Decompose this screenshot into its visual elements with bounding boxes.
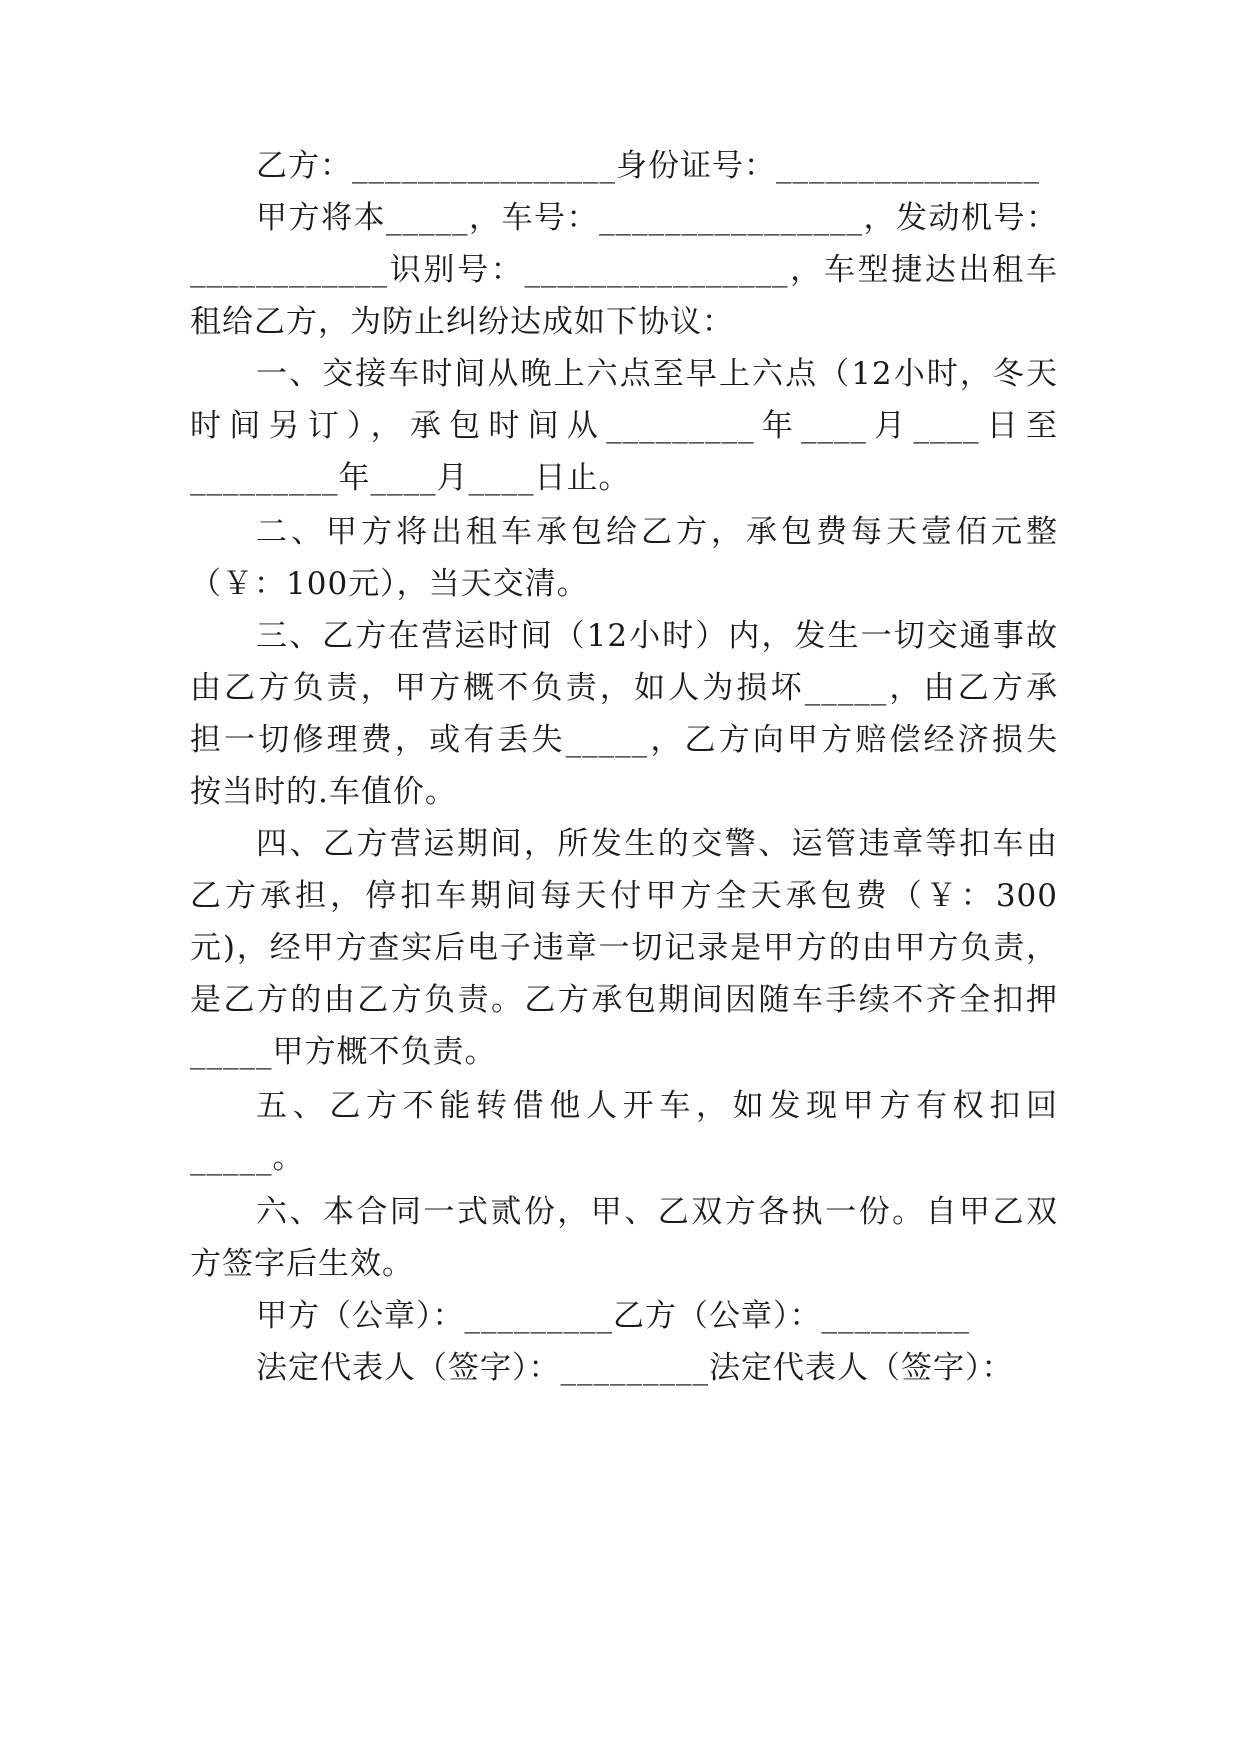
clause-4-line: 元)，经甲方查实后电子违章一切记录是甲方的由甲方负责， bbox=[190, 930, 1058, 966]
clause-4-line: 是乙方的由乙方负责。乙方承包期间因随车手续不齐全扣押 bbox=[190, 982, 1058, 1018]
clause-4-line: _____甲方概不负责。 bbox=[190, 1034, 497, 1070]
clause-4-line: 乙方承担，停扣车期间每天付甲方全天承包费（￥：300 bbox=[190, 878, 1058, 914]
seal-line: 甲方（公章）：_________乙方（公章）：_________ bbox=[256, 1298, 970, 1334]
clause-6-line: 六、本合同一式贰份，甲、乙双方各执一份。自甲乙双 bbox=[256, 1194, 1058, 1230]
clause-5-line: _____。 bbox=[190, 1140, 305, 1176]
clause-3-line: 担一切修理费，或有丢失_____，乙方向甲方赔偿经济损失 bbox=[190, 722, 1058, 758]
clause-2-line: （￥：100元），当天交清。 bbox=[190, 566, 589, 602]
clause-3-line: 由乙方负责，甲方概不负责，如人为损坏_____，由乙方承 bbox=[190, 670, 1058, 706]
intro-line: 租给乙方，为防止纠纷达成如下协议： bbox=[190, 304, 734, 340]
vehicle-info-line: ____________识别号：________________，车型捷达出租车 bbox=[190, 252, 1058, 288]
clause-1-line: 时间另订），承包时间从_________年____月____日至 bbox=[190, 408, 1058, 444]
clause-3-line: 三、乙方在营运时间（12小时）内，发生一切交通事故 bbox=[256, 618, 1058, 654]
party-b-line: 乙方：________________身份证号：________________ bbox=[256, 148, 1040, 184]
clause-2-line: 二、甲方将出租车承包给乙方，承包费每天壹佰元整 bbox=[256, 514, 1058, 550]
clause-3-line: 按当时的.车值价。 bbox=[190, 774, 457, 810]
vehicle-info-line: 甲方将本_____，车号：________________，发动机号： bbox=[256, 200, 1058, 236]
clause-5-line: 五、乙方不能转借他人开车，如发现甲方有权扣回 bbox=[256, 1088, 1058, 1124]
signature-line: 法定代表人（签字）：_________法定代表人（签字）： bbox=[256, 1350, 1014, 1386]
clause-4-line: 四、乙方营运期间，所发生的交警、运管违章等扣车由 bbox=[256, 826, 1058, 862]
clause-1-line: 一、交接车时间从晚上六点至早上六点（12小时，冬天 bbox=[256, 356, 1058, 392]
clause-1-line: _________年____月____日止。 bbox=[190, 460, 631, 496]
clause-6-line: 方签字后生效。 bbox=[190, 1246, 414, 1282]
